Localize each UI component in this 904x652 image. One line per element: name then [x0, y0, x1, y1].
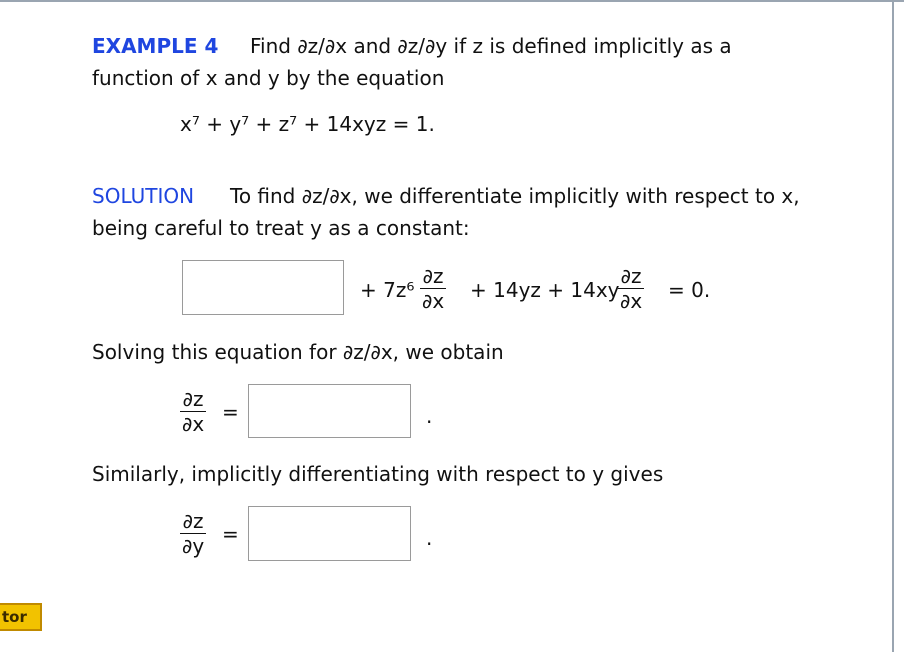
similarly-text: Similarly, implicitly differentiating with respect to y gives: [92, 462, 664, 486]
fraction-dz-dx-1: [420, 265, 446, 312]
fraction-dz-dy-result: [180, 510, 206, 557]
example-prompt-line2: function of x and y by the equation: [92, 66, 445, 90]
solution-label: SOLUTION: [92, 184, 195, 208]
answer-input-implicit-term[interactable]: [182, 260, 344, 315]
right-border: [892, 0, 894, 652]
example-equation: x⁷ + y⁷ + z⁷ + 14xyz = 1.: [180, 112, 435, 136]
solution-text-1: To find ∂z/∂x, we differentiate implicitly with respect to x,: [230, 184, 800, 208]
fraction-numerator: ∂z: [182, 387, 204, 411]
solution-text-2: being careful to treat y as a constant:: [92, 216, 470, 240]
answer-input-dzdy[interactable]: [248, 506, 411, 561]
fraction-dz-dx-result: [180, 388, 206, 435]
dzdy-equals: =: [222, 522, 239, 546]
tutor-button[interactable]: tor: [0, 603, 42, 631]
fraction-numerator: ∂z: [620, 264, 642, 288]
example-prompt: Find ∂z/∂x and ∂z/∂y if z is defined implicitly as a: [250, 34, 732, 58]
fraction-denominator: ∂x: [182, 412, 205, 436]
fraction-denominator: ∂y: [182, 534, 205, 558]
eq-equals-zero: = 0.: [668, 278, 711, 302]
fraction-denominator: ∂x: [422, 289, 445, 313]
solving-text: Solving this equation for ∂z/∂x, we obtain: [92, 340, 504, 364]
eq-term-2: + 14yz + 14xy: [470, 278, 620, 302]
fraction-denominator: ∂x: [620, 289, 643, 313]
top-border: [0, 0, 904, 2]
dzdx-equals: =: [222, 400, 239, 424]
fraction-numerator: ∂z: [422, 264, 444, 288]
example-label: EXAMPLE 4: [92, 34, 219, 58]
fraction-dz-dx-2: [618, 265, 644, 312]
dzdx-period: .: [426, 404, 433, 428]
fraction-numerator: ∂z: [182, 509, 204, 533]
answer-input-dzdx[interactable]: [248, 384, 411, 438]
eq-term-1: + 7z⁶: [360, 278, 415, 302]
dzdy-period: .: [426, 526, 433, 550]
